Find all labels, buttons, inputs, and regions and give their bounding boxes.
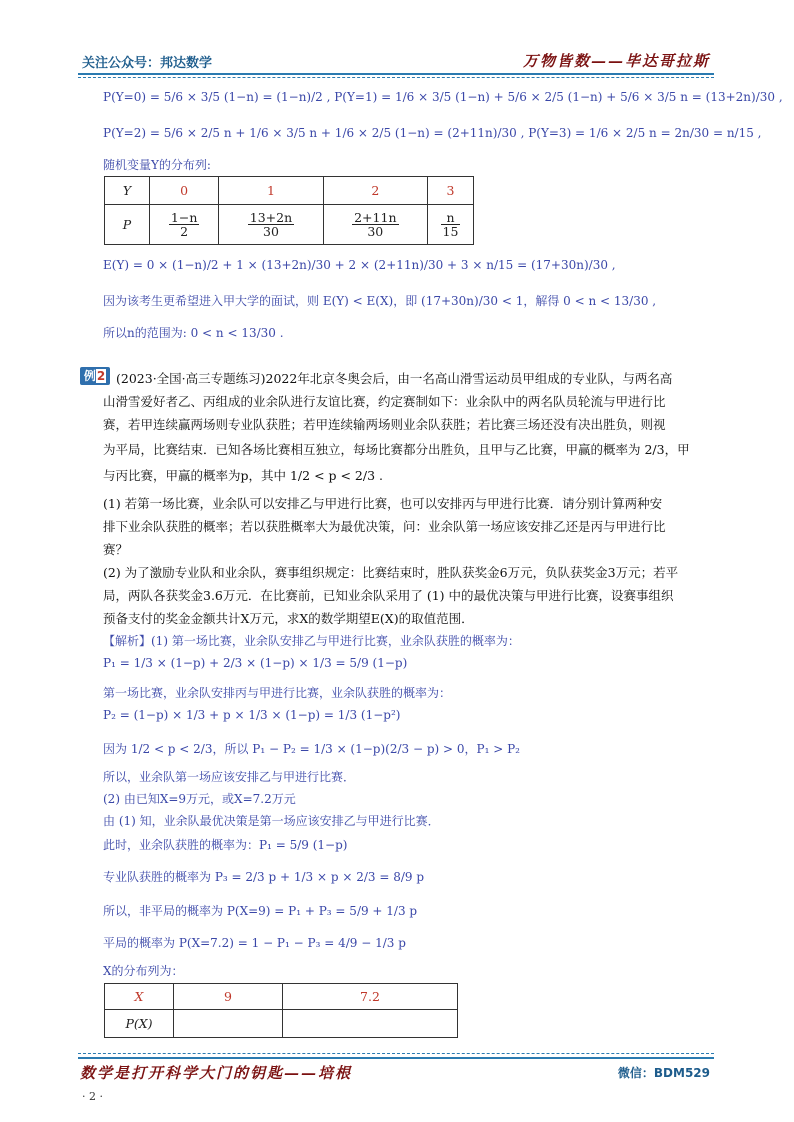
example-line-5: 与丙比赛，甲赢的概率为p，其中 1/2 < p < 2/3 . [103,468,383,483]
question-2-line-3: 预备支付的奖金金额共计X万元，求X的数学期望E(X)的取值范围． [103,611,474,626]
solution-line-7: (2) 由已知X=9万元，或X=7.2万元 [103,792,296,806]
solution-line-4: P₂ = (1−p) × 1/3 + p × 1/3 × (1−p) = 1/3 (1−p²) [103,708,401,722]
header-rule [78,73,714,75]
p-den-3: 15 [442,224,459,239]
example-line-3: 赛，若甲连续赢两场则专业队获胜；若甲连续输两场则业余队获胜；若比赛三场还没有决出胜负，则视 [103,417,666,432]
question-2-line-2: 局，两队各获奖金3.6万元．在比赛前，已知业余队采用了 (1) 中的最优决策与甲进行比赛，设赛事组织 [103,588,674,603]
p-cell-2 [323,205,427,245]
example-number: 2 [96,369,106,383]
solution-line-5: 因为 1/2 < p < 2/3，所以 P₁ − P₂ = 1/3 × (1−p)(2/3 − p) > 0，P₁ > P₂ [103,742,520,756]
footer-rule-dashed [78,1053,714,1054]
example-line-1: (2023·全国·高三专题练习)2022年北京冬奥会后，由一名高山滑雪运动员甲组成的专业队，与两名高 [116,371,673,386]
question-1-line-1: (1) 若第一场比赛，业余队可以安排乙与甲进行比赛，也可以安排丙与甲进行比赛．请分别计算两种安 [103,496,663,511]
x-distribution-table [104,983,458,1038]
px-cell-7-2 [283,1010,458,1038]
px-cell-9 [174,1010,283,1038]
y-label-cell: Y [105,177,150,205]
solution-line-12: 平局的概率为 P(X=7.2) = 1 − P₁ − P₃ = 4/9 − 1/3 p [103,936,406,950]
p-num-3: n [441,211,461,225]
p-den-0: 2 [180,224,189,239]
header-rule-dashed [78,77,714,78]
p-label-cell: P [105,205,150,245]
p-cell-0 [150,205,219,245]
question-1-line-2: 排下业余队获胜的概率；若以获胜概率大为最优决策，问：业余队第一场应该安排乙还是丙与甲进行比 [103,519,666,534]
example-line-2: 山滑雪爱好者乙、丙组成的业余队进行友谊比赛，约定赛制如下：业余队中的两名队员轮流与甲进行比 [103,394,666,409]
example-badge [80,367,110,385]
footer-quote: 数学是打开科学大门的钥匙——培根 [80,1064,353,1082]
example-line-4: 为平局，比赛结束．已知各场比赛相互独立，每场比赛都分出胜负，且甲与乙比赛，甲赢的概率为 2/3，甲 [103,442,690,457]
x-value-7-2: 7.2 [283,984,458,1010]
y-value-2: 2 [323,177,427,205]
solution-line-8: 由 (1) 知，业余队最优决策是第一场应该安排乙与甲进行比赛． [103,814,440,828]
header-wechat-label: 关注公众号：邦达数学 [82,56,213,71]
question-1-line-3: 赛？ [103,542,129,557]
prev-line-6: 所以n的范围为: 0 < n < 13/30 . [103,326,284,340]
y-value-0: 0 [150,177,219,205]
y-value-1: 1 [219,177,323,205]
x-label-cell: X [105,984,174,1010]
prev-line-4: E(Y) = 0 × (1−n)/2 + 1 × (13+2n)/30 + 2 × (2+11n)/30 + 3 × n/15 = (17+30n)/30 , [103,258,616,272]
px-label-cell: P(X) [105,1010,174,1038]
footer-rule [78,1057,714,1059]
y-value-3: 3 [427,177,473,205]
example-badge-label: 例 [83,369,96,383]
prev-line-1: P(Y=0) = 5/6 × 3/5 (1−n) = (1−n)/2 , P(Y=1) = 1/6 × 3/5 (1−n) + 5/6 × 2/5 (1−n) + 5/6 × 3/5 n = (13+2n)/30 , [103,90,783,104]
solution-line-10: 专业队获胜的概率为 P₃ = 2/3 p + 1/3 × p × 2/3 = 8/9 p [103,870,425,884]
question-2-line-1: (2) 为了激励专业队和业余队，赛事组织规定：比赛结束时，胜队获奖金6万元，负队获奖金3万元；若平 [103,565,679,580]
solution-line-11: 所以，非平局的概率为 P(X=9) = P₁ + P₃ = 5/9 + 1/3 p [103,904,418,918]
y-distribution-table [104,176,474,245]
p-num-1: 13+2n [249,209,293,225]
prev-line-2: P(Y=2) = 5/6 × 2/5 n + 1/6 × 3/5 n + 1/6 × 2/5 (1−n) = (2+11n)/30 , P(Y=3) = 1/6 × 2/5 n = 2n/30 = n/15 , [103,126,762,140]
p-cell-3 [427,205,473,245]
header-motto: 万物皆数——毕达哥拉斯 [522,52,710,70]
solution-line-6: 所以，业余队第一场应该安排乙与甲进行比赛． [103,770,356,784]
x-value-9: 9 [174,984,283,1010]
p-num-2: 2+11n [354,209,397,225]
solution-line-1: 【解析】(1) 第一场比赛，业余队安排乙与甲进行比赛，业余队获胜的概率为： [103,634,520,648]
page-number: · 2 · [82,1090,103,1103]
p-den-2: 30 [367,224,384,239]
solution-line-13: X的分布列为： [103,964,184,978]
p-cell-1 [219,205,323,245]
solution-line-2: P₁ = 1/3 × (1−p) + 2/3 × (1−p) × 1/3 = 5/9 (1−p) [103,656,408,670]
prev-line-5: 因为该考生更希望进入甲大学的面试，则 E(Y) < E(X)，即 (17+30n)/30 < 1，解得 0 < n < 13/30 , [103,294,657,308]
footer-wechat: 微信：BDM529 [617,1066,710,1080]
solution-line-9: 此时，业余队获胜的概率为：P₁ = 5/9 (1−p) [103,838,348,852]
p-num-0: 1−n [170,209,198,225]
p-den-1: 30 [263,224,279,239]
solution-line-3: 第一场比赛，业余队安排丙与甲进行比赛，业余队获胜的概率为： [103,686,452,700]
prev-line-3: 随机变量Y的分布列: [103,158,211,172]
